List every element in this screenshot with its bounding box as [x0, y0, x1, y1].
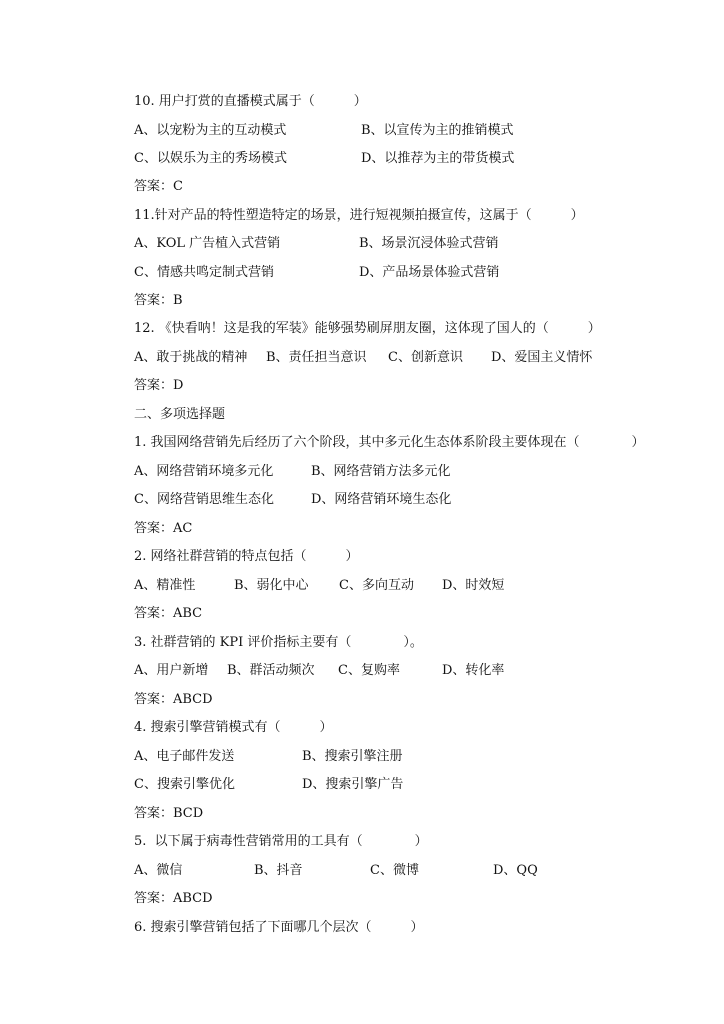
question-10-option-c: C、以娱乐为主的秀场模式 [134, 151, 287, 166]
multi-question-4-stem: 4. 搜索引擎营销模式有（ ） [134, 720, 333, 735]
question-11-option-c: C、情感共鸣定制式营销 [134, 265, 274, 280]
question-12-answer: 答案：D [134, 378, 184, 393]
multi-question-1-option-d: D、网络营销环境生态化 [311, 492, 452, 507]
multi-question-5-option-a: A、微信 [134, 863, 183, 878]
multi-question-2-answer: 答案：ABC [134, 606, 203, 621]
multi-question-5-answer: 答案：ABCD [134, 891, 213, 906]
multi-question-5-option-b: B、抖音 [254, 863, 303, 878]
question-11-answer: 答案：B [134, 293, 183, 308]
multi-question-1-stem: 1. 我国网络营销先后经历了六个阶段，其中多元化生态体系阶段主要体现在（ ） [134, 435, 645, 450]
multi-question-3-option-d: D、转化率 [442, 663, 505, 678]
multi-question-3-option-c: C、复购率 [338, 663, 400, 678]
multi-question-4-option-d: D、搜索引擎广告 [302, 777, 404, 792]
section-title: 二、多项选择题 [134, 407, 226, 422]
question-12-option-b: B、责任担当意识 [266, 350, 367, 365]
question-12-option-a: A、敢于挑战的精神 [134, 350, 248, 365]
question-10-option-d: D、以推荐为主的带货模式 [361, 151, 515, 166]
multi-question-4-answer: 答案：BCD [134, 806, 204, 821]
multi-question-5-stem: 5. 以下属于病毒性营销常用的工具有（ ） [134, 834, 428, 849]
multi-question-2-option-a: A、精准性 [134, 578, 196, 593]
question-11-stem: 11.针对产品的特性塑造特定的场景，进行短视频拍摄宣传，这属于（ ） [134, 208, 584, 223]
multi-question-1-option-b: B、网络营销方法多元化 [311, 464, 451, 479]
multi-question-4-option-a: A、电子邮件发送 [134, 749, 235, 764]
question-11-option-d: D、产品场景体验式营销 [359, 265, 500, 280]
multi-question-6-stem: 6. 搜索引擎营销包括了下面哪几个层次（ ） [134, 920, 424, 935]
multi-question-1-option-c: C、网络营销思维生态化 [134, 492, 274, 507]
question-11-option-a: A、KOL 广告植入式营销 [134, 236, 281, 251]
multi-question-1-answer: 答案：AC [134, 521, 193, 536]
multi-question-2-option-c: C、多向互动 [339, 578, 414, 593]
multi-question-1-option-a: A、网络营销环境多元化 [134, 464, 274, 479]
multi-question-3-answer: 答案：ABCD [134, 692, 213, 707]
multi-question-2-stem: 2. 网络社群营销的特点包括（ ） [134, 549, 359, 564]
multi-question-3-option-b: B、群活动频次 [227, 663, 315, 678]
question-12-option-d: D、爱国主义情怀 [491, 350, 593, 365]
question-10-answer: 答案：C [134, 179, 183, 194]
multi-question-2-option-d: D、时效短 [442, 578, 505, 593]
multi-question-3-option-a: A、用户新增 [134, 663, 209, 678]
multi-question-5-option-d: D、QQ [493, 863, 538, 878]
question-12-option-c: C、创新意识 [388, 350, 463, 365]
multi-question-4-option-c: C、搜索引擎优化 [134, 777, 235, 792]
question-10-stem: 10. 用户打赏的直播模式属于（ ） [134, 94, 367, 109]
multi-question-3-stem: 3. 社群营销的 KPI 评价指标主要有（ ）。 [134, 635, 423, 650]
question-10-option-a: A、以宠粉为主的互动模式 [134, 123, 287, 138]
question-11-option-b: B、场景沉浸体验式营销 [359, 236, 499, 251]
question-12-stem: 12. 《快看呐！这是我的军装》能够强势刷屏朋友圈，这体现了国人的（ ） [134, 321, 601, 336]
multi-question-2-option-b: B、弱化中心 [234, 578, 309, 593]
multi-question-5-option-c: C、微博 [370, 863, 419, 878]
question-10-option-b: B、以宣传为主的推销模式 [361, 123, 514, 138]
multi-question-4-option-b: B、搜索引擎注册 [302, 749, 403, 764]
